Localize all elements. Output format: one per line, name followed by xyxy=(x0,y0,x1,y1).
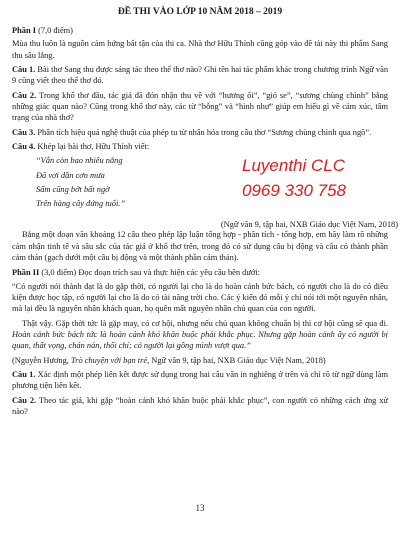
question-text: Khép lại bài thơ, Hữu Thỉnh viết: xyxy=(37,141,150,151)
poem-source: (Ngữ văn 9, tập hai, NXB Giáo dục Việt Nam, 2018) xyxy=(220,220,398,230)
excerpt-plain: Thật vậy. Gặp thời tức là gặp may, có cơ hội, nhưng nếu chủ quan không chuẩn bị thì cơ hội cũng sẽ qua đi. xyxy=(22,318,388,328)
question-label: Câu 4 xyxy=(12,141,34,151)
part2-intro: Đọc đoạn trích sau và thực hiện các yêu cầu bên dưới: xyxy=(78,268,260,278)
poem-excerpt xyxy=(36,155,398,230)
poem-line: Đã vơi dần cơn mưa xyxy=(36,170,105,180)
page-number: 13 xyxy=(195,503,205,513)
part2-points: (3,0 điểm) xyxy=(41,268,77,278)
part1-label: Phần I xyxy=(12,25,36,35)
question-text: Xác định một phép liên kết được sử dụng trong hai câu văn in nghiêng ở trên và chỉ rõ từ ngữ dùng làm phương tiện liên kết. xyxy=(12,370,388,391)
part2-question-1: Câu 1. Xác định một phép liên kết được sử dụng trong hai câu văn in nghiêng ở trên và chỉ rõ từ ngữ dùng làm phương tiện liên kết. xyxy=(12,370,388,391)
question-label: Câu 1 xyxy=(12,370,34,380)
question-text: Bài thơ Sang thu được sáng tác theo thể thơ nào? Ghi tên hai tác phẩm khác trong chương trình Ngữ văn 9 cũng viết theo thể thơ đó. xyxy=(12,64,389,86)
part1-header xyxy=(12,25,388,36)
part2-label: Phần II xyxy=(12,268,40,278)
part1-intro: Mùa thu luôn là nguồn cảm hứng bất tận của thi ca. Nhà thơ Hữu Thỉnh cũng góp vào đề tài này thi phẩm Sang thu sâu lắng. xyxy=(12,39,388,60)
watermark-brand xyxy=(242,155,346,204)
excerpt-paragraph-1: “Có người nói thành đạt là do gặp thời, có người lại cho là do hoàn cảnh bức bách, có người cho là do có điều kiện được học tập, có người lại cho là do có tài năng trời cho. Các ý kiến đó mỗi ý chỉ nói tới một nguyên nhân, mà lại đều là nguyên nhân khách quan, họ quên mất nguyên nhân chủ quan của con người. xyxy=(12,281,388,314)
page-title: ĐỀ THI VÀO LỚP 10 NĂM 2018 – 2019 xyxy=(117,7,283,17)
excerpt-paragraph-2 xyxy=(12,318,388,352)
excerpt-italic: Hoàn cảnh bức bách tức là hoàn cảnh khó khăn buộc phải khắc phục. Nhưng gặp hoàn cảnh ấy có người bị quan, thất vọng, chán nản, thối chí; có người lại gồng mình vượt qua.” xyxy=(12,330,388,351)
source-suffix: Ngữ văn 9, tập hai, NXB Giáo dục Việt Nam, 2018) xyxy=(151,355,326,365)
part1-question-2: Câu 2. Trong khổ thơ đầu, tác giả đã đón nhận thu về với “hương ổi”, “gió se”, “sương chùng chình” bằng những giác quan nào? Cũng trong khổ thơ này, các từ “bỗng” và “hình như” giúp em hiểu gì về cảm xúc, tâm trạng của nhà thơ? xyxy=(12,90,388,123)
poem-line: “Vẫn còn bao nhiêu nắng xyxy=(36,156,123,166)
part1-question-4: Câu 4. Khép lại bài thơ, Hữu Thỉnh viết: xyxy=(12,141,150,151)
question-label: Câu 2 xyxy=(12,395,35,405)
poem-line: Trên hàng cây đứng tuổi.” xyxy=(36,199,126,209)
source-title: Trò chuyện với bạn trẻ, xyxy=(70,355,150,365)
part2-header xyxy=(12,267,388,278)
source-prefix: (Nguyễn Hương, xyxy=(12,355,69,365)
question-label: Câu 1 xyxy=(12,64,34,74)
question-text: Trong khổ thơ đầu, tác giả đã đón nhận thu về với “hương ổi”, “gió se”, “sương chùng chình” bằng những giác quan nào? Cũng trong khổ thơ này, các từ “bỗng” và “hình như” giúp em hiểu gì về cảm xúc, tâm trạng của nhà thơ? xyxy=(12,90,388,123)
part1-question-3: Câu 3. Phân tích hiệu quả nghệ thuật của phép tu từ nhân hóa trong câu thơ “Sương chùng chình qua ngõ”. xyxy=(12,127,372,137)
watermark-name: Luyenthi CLC xyxy=(242,156,346,176)
watermark-phone: 0969 330 758 xyxy=(242,180,346,200)
excerpt-source xyxy=(12,355,388,366)
part1-points: (7,0 điểm) xyxy=(38,25,73,35)
question-text: Phân tích hiệu quả nghệ thuật của phép tu từ nhân hóa trong câu thơ “Sương chùng chình qua ngõ”. xyxy=(37,127,372,137)
part1-question-4-task: Bằng một đoạn văn khoảng 12 câu theo phép lập luận tổng hợp - phân tích - tổng hợp, em hãy làm rõ những cảm nhận tinh tế và sâu sắc của tác giả ở khổ thơ trên, trong đó có sử dụng câu bị động và câu có thành phần cảm thán (gạch dưới một câu bị động và một thành phần cảm thán). xyxy=(12,230,388,262)
part1-question-1: Câu 1. Bài thơ Sang thu được sáng tác theo thể thơ nào? Ghi tên hai tác phẩm khác trong chương trình Ngữ văn 9 cũng viết theo thể thơ đó. xyxy=(12,64,389,86)
question-text: Theo tác giả, khi gặp “hoàn cảnh khó khăn buộc phải khắc phục”, con người có những cách ứng xử nào? xyxy=(12,395,388,417)
poem-line: Sấm cũng bớt bất ngờ xyxy=(36,184,110,194)
question-label: Câu 3 xyxy=(12,127,34,137)
question-label: Câu 2 xyxy=(12,90,35,100)
part2-question-2: Câu 2. Theo tác giả, khi gặp “hoàn cảnh khó khăn buộc phải khắc phục”, con người có những cách ứng xử nào? xyxy=(12,395,388,417)
